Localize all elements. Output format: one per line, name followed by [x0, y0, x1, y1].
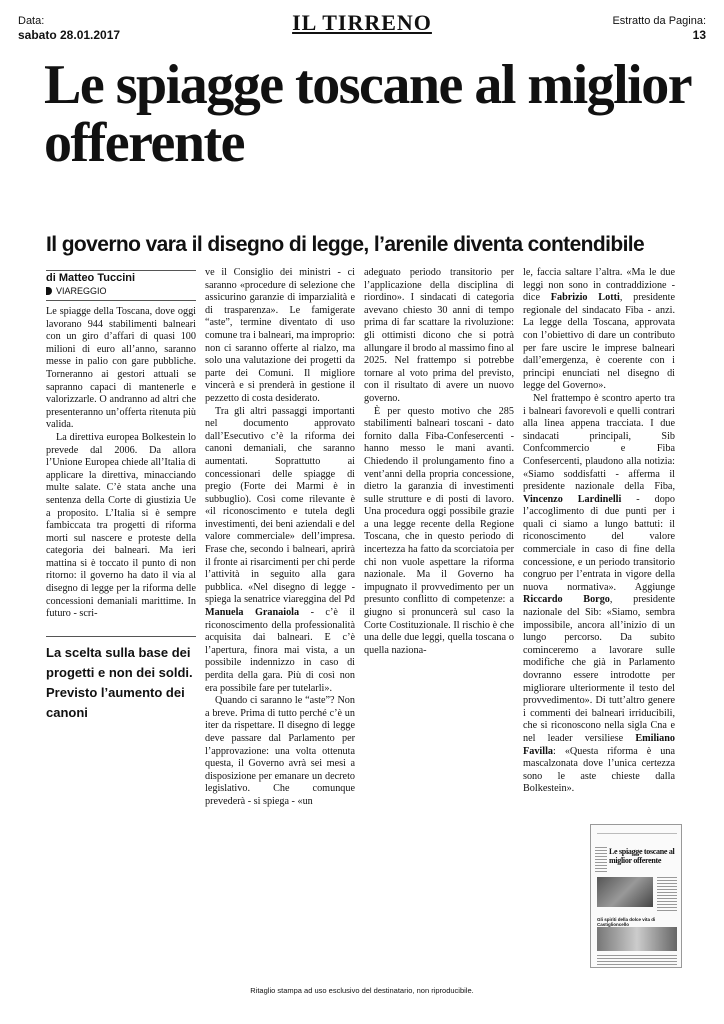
thumbnail-photo — [597, 877, 653, 907]
byline — [46, 270, 196, 296]
newspaper-masthead: IL TIRRENO — [292, 10, 432, 35]
thumbnail-text-lines — [595, 847, 607, 873]
article-subtitle: Il governo vara il disegno di legge, l’arenile diventa contendibile — [46, 233, 645, 256]
text-run: , presidente regionale del sindacato Fiba - anzi. La legge della Toscana, approvata con l’obiettivo di dare un contributo per fare uscire le imprese balneari dall’emergenza, è coerente con i principi enunciati nel disegno di legge del Governo». — [523, 292, 675, 392]
article-column-2 — [205, 267, 355, 809]
article-column-4 — [523, 267, 675, 796]
byline-divider — [46, 300, 196, 301]
paragraph — [205, 406, 355, 696]
person-name: Fabrizio Lotti — [550, 292, 620, 304]
page-label: Estratto da Pagina: — [612, 15, 706, 27]
person-name: Vincenzo Lardinelli — [523, 493, 622, 505]
date-label: Data: — [18, 15, 45, 27]
footer-notice: Ritaglio stampa ad uso esclusivo del destinatario, non riproducibile. — [250, 986, 474, 995]
article-column-3 — [364, 267, 514, 657]
text-run: : «Questa riforma è una mascalzonata dove l’unica certezza sono le aste chieste dalla Bolkestein». — [523, 745, 675, 795]
date-value: sabato 28.01.2017 — [18, 28, 121, 42]
text-run: - c’è il riconoscimento della professionalità acquisita dai balneari. E c’è l’apertura, finora mai vista, a un possibile indennizzo in caso di perdita della gara. Più di così non era possibile fare per tutelarli». — [205, 607, 355, 694]
page-number: 13 — [692, 28, 706, 42]
text-run: - dopo l’accoglimento di due punti per i quali ci siamo a lungo battuti: il riconoscimento del valore commerciale in caso di fine della concessione, e un periodo transitorio congruo per l’entrata in vigore della nuova normativa». Aggiunge — [523, 493, 675, 593]
article-title: Le spiagge toscane al miglior offerente — [44, 54, 691, 174]
text-run: le, faccia saltare l’altra. «Ma le due leggi non sono in contraddizione - dice — [523, 267, 675, 304]
location: VIAREGGIO — [56, 286, 107, 296]
page-reference — [612, 14, 706, 42]
article-column-1 — [46, 306, 196, 621]
thumbnail-text-lines — [657, 877, 677, 913]
person-name: Riccardo Borgo — [523, 594, 610, 606]
person-name: Emiliano Favilla — [523, 732, 675, 757]
author: di Matteo Tuccini — [46, 272, 136, 284]
paragraph — [523, 393, 675, 796]
thumbnail-rule — [597, 833, 677, 834]
paragraph: Quando ci saranno le “aste”? Non a breve. Prima di tutto perché c’è un iter da rispettare. Il disegno di legge deve passare dal Parlamento per l’approvazione: una volta ottenuta questa, il Governo avrà sei mesi a disposizione per emanare un decreto legislativo. Che comunque prevederà - si spiega - «un — [205, 695, 355, 807]
thumbnail-photo — [597, 927, 677, 951]
dateline-marker-icon — [46, 287, 52, 295]
thumbnail-text-lines — [597, 955, 677, 965]
paragraph — [523, 267, 675, 393]
text-run: , presidente nazionale del Sib: «Siamo, sembra impossibile, ancora all’inizio di un lungo percorso. Da subito cominceremo a lavorare sulle modifiche che già in Parlamento dovranno essere introdotte per migliorare ulteriormente il testo del provvedimento». Di tutt’altro genere i commenti dei balneari irriducibili, che si riconoscono nella sigla Cna e nel leader versiliese — [523, 594, 675, 744]
paragraph: ve il Consiglio dei ministri - ci saranno «procedure di selezione che assicurino garanzie di imparzialità e di trasparenza». Le famigerate “aste”, termine diventato di uso comune tra i balneari, ma improprio: non ci saranno offerte al rialzo, ma solo una valutazione dei progetti da parte dei Comuni. Il migliore vincerà e si prenderà in gestione il pezzetto di costa desiderato. — [205, 267, 355, 404]
thumbnail-title: Le spiagge toscane al miglior offerente — [609, 847, 675, 865]
text-run: Tra gli altri passaggi importanti nel documento approvato dall’Esecutivo c’è la riforma dei canoni demaniali, che saranno aumentati. Soprattutto ai concessionari delle spiagge di pregio (Forte dei Marmi è in subbuglio). Così come rilevante è «il riconoscimento e tutela degli investimenti, dei beni aziendali e del valore commerciale» dell’impresa. Frase che, secondo i balneari, aprirà il fronte ai risarcimenti per chi perde l’attività in seguito alla gara pubblica. «Nel disegno di legge - spiega la senatrice viareggina del Pd — [205, 405, 355, 606]
paragraph: È per questo motivo che 285 stabilimenti balneari toscani - dato fornito dalla Fiba-Confesercenti - hanno messo le mani avanti. Chiedendo il prolungamento fino a vent’anni della propria concessione, dietro la garanzia di investimenti sulle strutture e di posti di lavoro. Una procedura oggi possibile grazie a una legge recente della Regione Toscana, che in questo periodo di incertezza ha fatto da scorciatoia per chi non vuole aspettare la riforma nazionale. Ma il Governo ha impugnato il provvedimento per un presunto conflitto di competenze: a giugno si pronuncerà sul caso la Corte Costituzionale. Il rischio è che una delle due leggi, quella toscana o quella naziona- — [364, 405, 514, 656]
paragraph: Le spiagge della Toscana, dove oggi lavorano 944 stabilimenti balneari con un giro d’affari di quasi 100 milioni di euro all’anno, saranno messe in palio con gare pubbliche. Torneranno ai gestori attuali se sapranno capaci di mantenerle e valorizzarle. O andranno ad altri che presenteranno un’offerta ritenuta più valida. — [46, 306, 196, 431]
dateline — [46, 286, 196, 296]
pull-quote: La scelta sulla base dei progetti e non dei soldi. Previsto l’aumento dei canoni — [46, 636, 196, 723]
person-name: Manuela Granaiola — [205, 607, 300, 619]
paragraph: La direttiva europea Bolkestein lo prevede dal 2006. Da allora l’Unione Europea chiede all’Italia di applicare la direttiva, minacciando multe salate. C’è stata anche una sentenza della Corte di giustizia Ue a proposito. L’Italia si è sempre fambiccata tra progetti di riforma morti sul nascere e proteste della categoria dei balneari. Ma ieri mattina si è toccato il punto di non ritorno: il governo ha dato il via al disegno di legge per la riforma delle concessioni demaniali marittime. In futuro - scri- — [46, 431, 196, 620]
thumbnail-caption: Gli spiriti della dolce vita di Castiglioncello — [597, 917, 656, 927]
page-thumbnail — [590, 824, 682, 968]
paragraph: adeguato periodo transitorio per l’applicazione della disciplina di riordino». I sindacati di categoria avevano chiesto 30 anni di tempo prima di far scattare la rivoluzione: gli ottimisti dicono che si potrà allungare il brodo al massimo fino al 2025. Nel frattempo si potrebbe tornare al voto prima del previsto, con il risultato di avere un nuovo governo. — [364, 267, 514, 404]
text-run: Nel frattempo è scontro aperto tra i balneari favorevoli e quelli contrari alla linea appena tracciata. I due sindacati principali, Sib Confcommercio e Fiba Confesercenti, plaudono alla notizia: «Siamo soddisfatti - afferma il presidente nazionale della Fiba, — [523, 392, 675, 493]
